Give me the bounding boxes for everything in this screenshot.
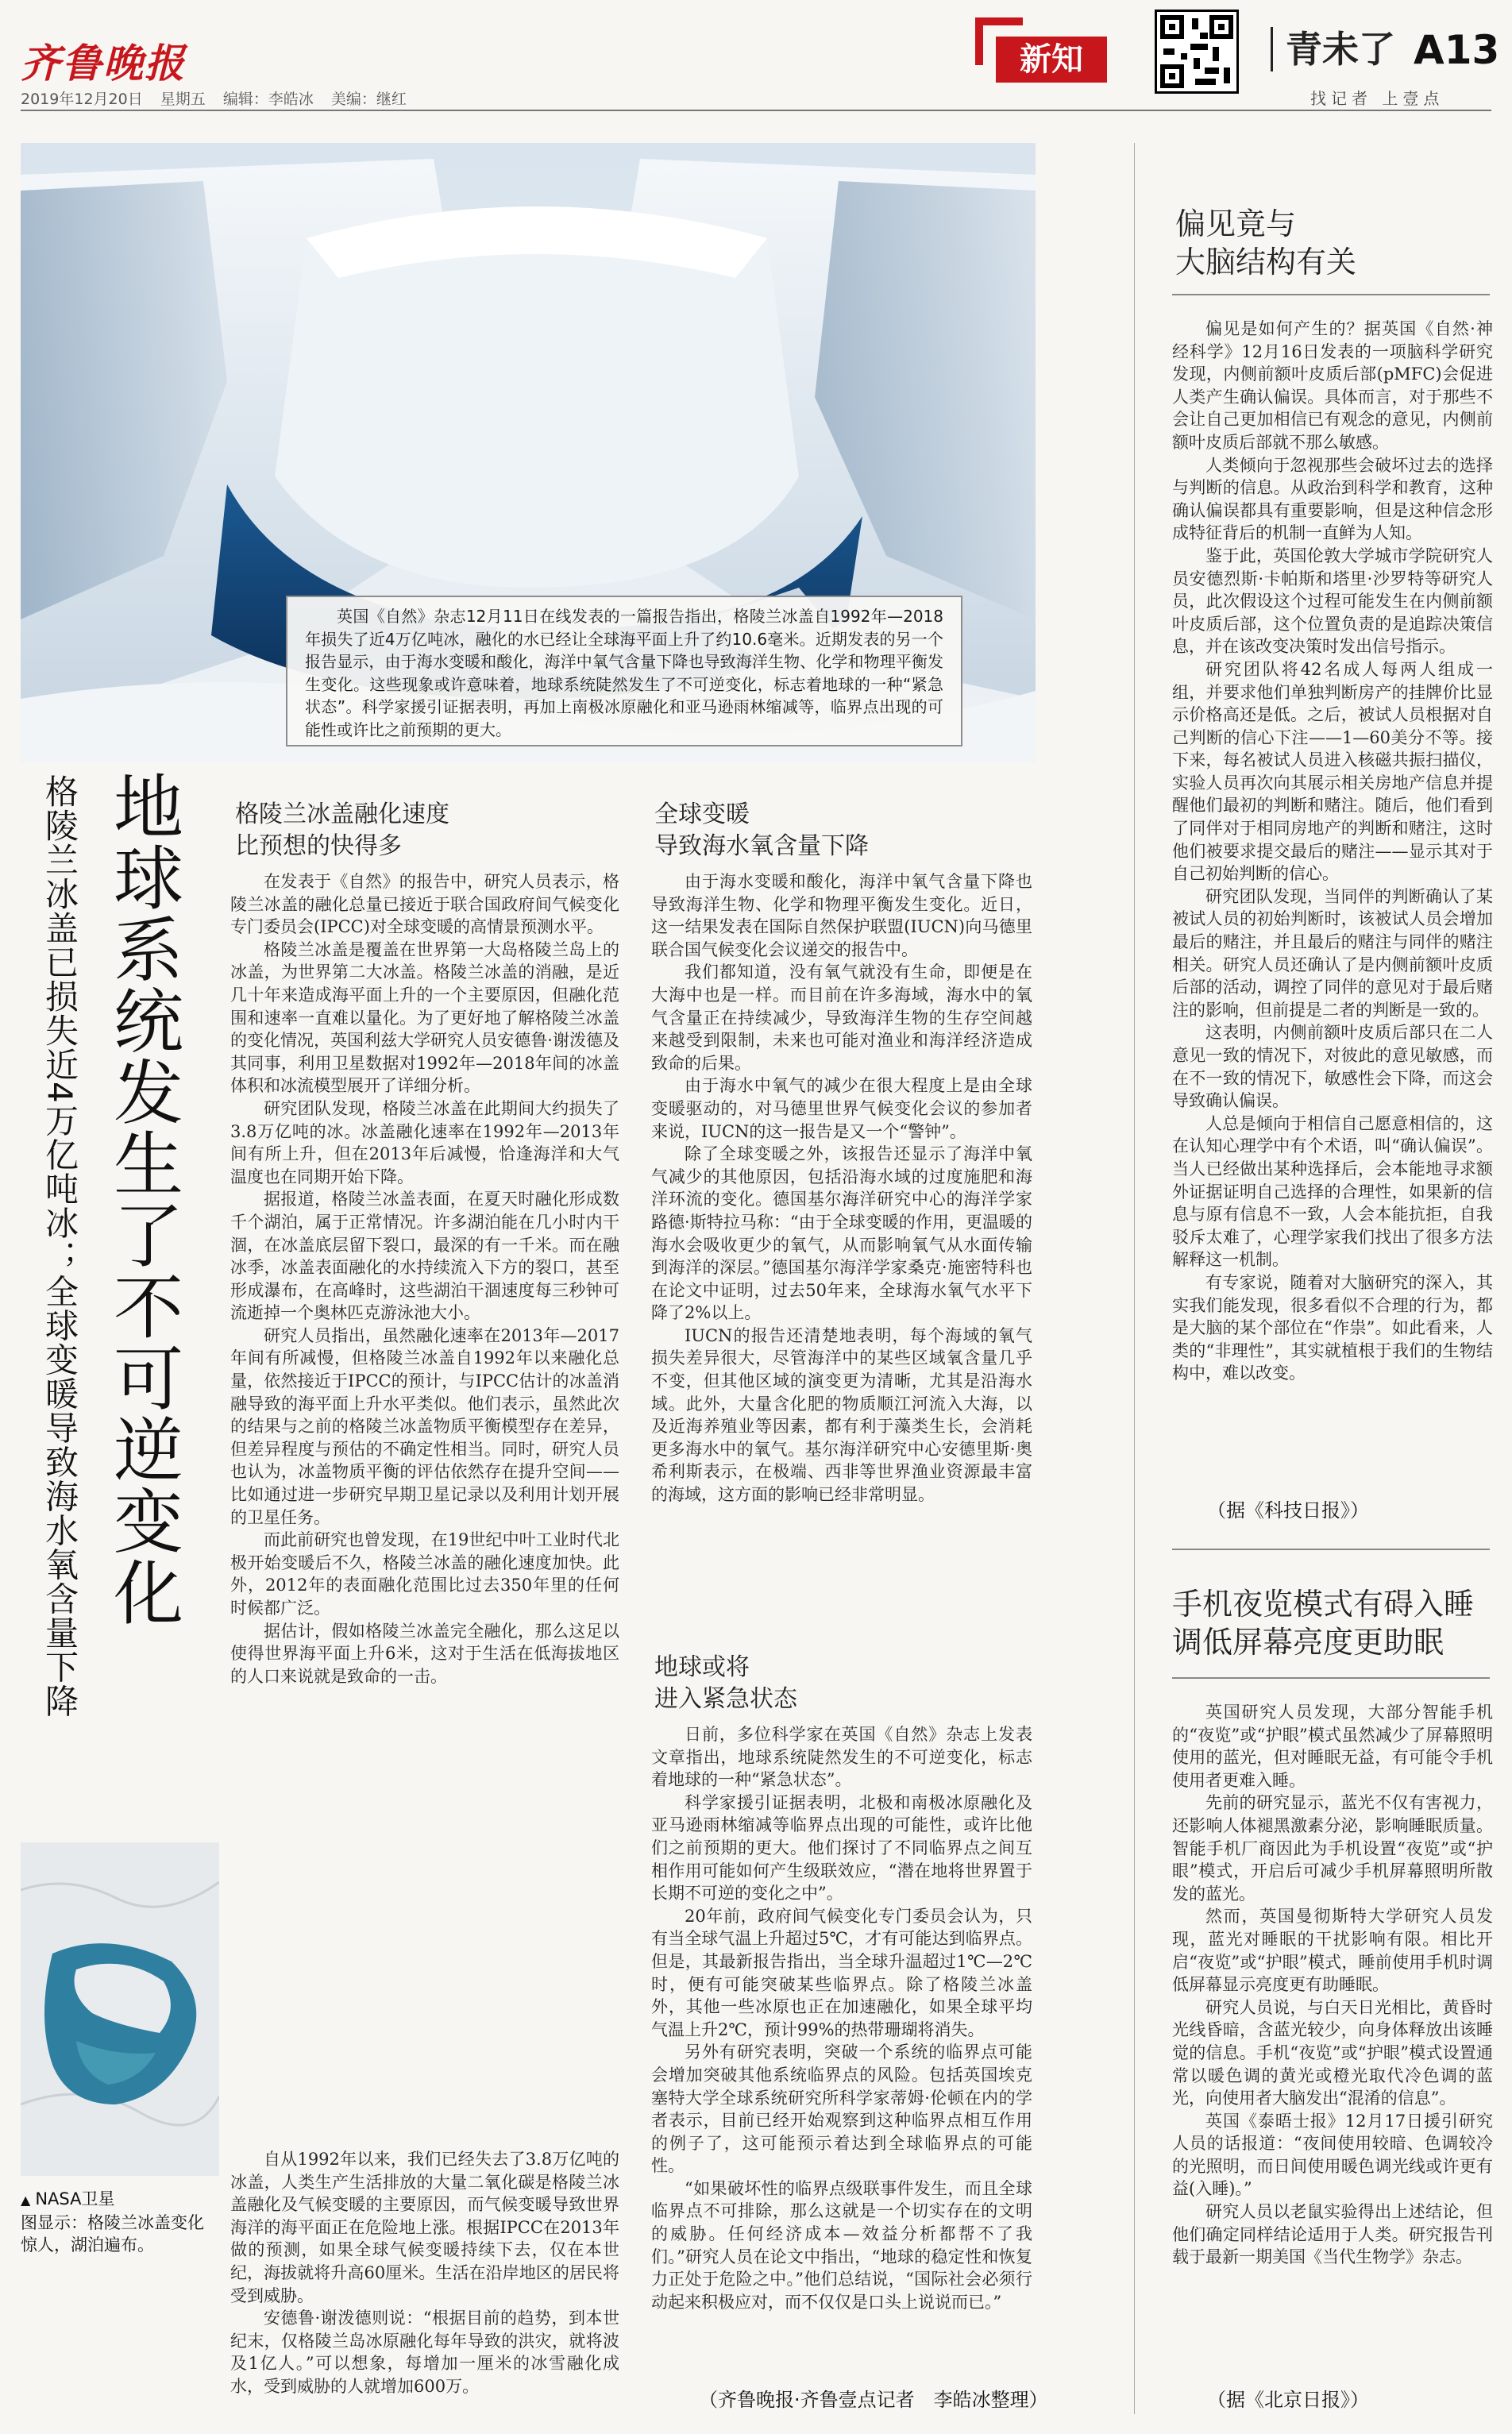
tipping-heading-line1: 地球或将	[654, 1653, 750, 1681]
article-paragraph: 然而，英国曼彻斯特大学研究人员发现，蓝光对睡眠的干扰影响有限。相比开启“夜览”或“护眼”模式，睡前使用手机时调低屏幕显示亮度更有助睡眠。	[1172, 1907, 1493, 1995]
article-paragraph: 人类倾向于忽视那些会破坏过去的选择与判断的信息。从政治到科学和教育，这种确认偏误都具有重要影响，但是这种信念形成特征背后的机制一直鲜为人知。	[1172, 455, 1493, 543]
article-paragraph: 20年前，政府间气候变化专门委员会认为，只有当全球气温上升超过5℃，才有可能达到临界点。但是，其最新报告指出，当全球升温超过1℃—2℃时，便有可能突破某些临界点。除了格陵兰冰盖外，其他一些冰原也正在加速融化，如果全球平均气温上升2℃，预计99%的热带珊瑚将消失。	[651, 1906, 1032, 2039]
article-paragraph: 人总是倾向于相信自己愿意相信的，这在认知心理学中有个术语，叫“确认偏误”。当人已经做出某种选择后，会本能地寻求额外证据证明自己选择的合理性，如果新的信息与原有信息不一致，人会本能抗拒，自我驳斥太难了，心理学家我们找出了很多方法解释这一机制。	[1172, 1113, 1493, 1270]
article-paragraph: 由于海水变暖和酸化，海洋中氧气含量下降也导致海洋生物、化学和物理平衡发生变化。近日，这一结果发表在国际自然保护联盟(IUCN)向马德里联合国气候变化会议递交的报告中。	[651, 872, 1032, 959]
ocean-article	[651, 870, 1032, 1664]
bias-heading	[1175, 205, 1356, 281]
bias-heading-rule	[1172, 294, 1490, 295]
ocean-heading-line2: 导致海水氧含量下降	[654, 832, 869, 860]
satellite-caption	[21, 2188, 219, 2256]
article-paragraph: 研究人员指出，虽然融化速率在2013年—2017年间有所减慢，但格陵兰冰盖自1992年以来融化总量，依然接近于IPCC的预计，与IPCC估计的冰盖消融导致的海平面上升水平类似。他们表示，虽然此次的结果与之前的格陵兰冰盖物质平衡模型存在差异，但差异程度与预估的不确定性相当。同时，研究人员也认为，冰盖物质平衡的评估依然存在提升空间——比如通过进一步研究早期卫星记录以及利用计划开展的卫星任务。	[230, 1325, 619, 1527]
article-paragraph: 研究人员说，与白天日光相比，黄昏时光线昏暗，含蓝光较少，向身体释放出该睡觉的信息。手机“夜览”或“护眼”模式设置通常以暖色调的黄光或橙光取代冷色调的蓝光，向使用者大脑发出“混淆的信息”。	[1172, 1997, 1493, 2108]
tipping-heading	[654, 1652, 1028, 1715]
qr-finder-bl	[1160, 64, 1184, 88]
greenland-article	[230, 870, 619, 1831]
qr-code-icon[interactable]	[1155, 10, 1239, 94]
greenland-heading-line2: 比预想的快得多	[235, 832, 402, 860]
satellite-lake-illustration	[21, 1842, 219, 2176]
article-paragraph: 安德鲁·谢泼德则说：“根据目前的趋势，到本世纪末，仅格陵兰岛冰原融化每年导致的洪灾，就将波及1亿人。”可以想象，每增加一厘米的冰雪融化成水，受到威胁的人就增加600万。	[230, 2309, 619, 2396]
greenland-heading	[235, 799, 608, 862]
article-paragraph: 格陵兰冰盖是覆盖在世界第一大岛格陵兰岛上的冰盖，为世界第二大冰盖。格陵兰冰盖的消融，是近几十年来造成海平面上升的一个主要原因，但融化范围和速率一直难以量化。为了更好地了解格陵兰冰盖的变化情况，英国利兹大学研究人员安德鲁·谢泼德及其同事，利用卫星数据对1992年—2018年间的冰盖体积和冰流模型展开了详细分析。	[230, 939, 619, 1096]
article-paragraph: 偏见是如何产生的？据英国《自然·神经科学》12月16日发表的一项脑科学研究发现，内侧前额叶皮质后部(pMFC)会促进人类产生确认偏误。具体而言，对于那些不会让自己更加相信已有观念的意见，内侧前额叶皮质后部就不那么敏感。	[1172, 319, 1493, 452]
article-paragraph: 鉴于此，英国伦敦大学城市学院研究人员安德烈斯·卡帕斯和塔里·沙罗特等研究人员，此次假设这个过程可能发生在内侧前额叶皮质后部，这个位置负责的是追踪决策信息，并在该改变决策时发出信号指示。	[1172, 546, 1493, 657]
designer-credit: 美编：继红	[330, 91, 407, 108]
article-paragraph: “如果破坏性的临界点级联事件发生，而且全球临界点不可排除，那么这就是一个切实存在的文明的威胁。任何经济成本—效益分析都帮不了我们。”研究人员在论文中指出，“地球的稳定性和恢复力正处于危险之中。”他们总结说，“国际社会必须行动起来积极应对，而不仅仅是口头上说说而已。”	[651, 2178, 1032, 2312]
article-paragraph: 研究团队发现，当同伴的判断确认了某被试人员的初始判断时，该被试人员会增加最后的赌注，并且最后的赌注与同伴的赌注相关。研究人员还确认了是内侧前额叶皮质后部的活动，调控了同伴的意见对于最后赌注的影响，但前提是二者的判断是一致的。	[1172, 886, 1493, 1020]
article-paragraph: 而此前研究也曾发现，在19世纪中叶工业时代北极开始变暖后不久，格陵兰冰盖的融化速度加快。此外，2012年的表面融化范围比过去350年里的任何时候都广泛。	[230, 1530, 619, 1618]
article-paragraph: 日前，多位科学家在英国《自然》杂志上发表文章指出，地球系统陡然发生的不可逆变化，标志着地球的一种“紧急状态”。	[651, 1725, 1032, 1790]
section-name: 青未了	[1271, 27, 1395, 71]
article-paragraph: 研究人员以老鼠实验得出上述结论，但他们确定同样结论适用于人类。研究报告刊载于最新一期美国《当代生物学》杂志。	[1172, 2202, 1493, 2267]
page-number: A13	[1414, 27, 1500, 73]
column-badge	[975, 17, 1112, 86]
masthead	[0, 0, 1512, 111]
article-paragraph: 英国《泰晤士报》12月17日援引研究人员的话报道：“夜间使用较暗、色调较冷的光照明，而日间使用暖色调光线或许更有益(入睡)。”	[1172, 2111, 1493, 2199]
phone-heading-line2: 调低屏幕亮度更助眠	[1172, 1625, 1444, 1660]
ocean-heading	[654, 799, 1028, 862]
satellite-photo	[21, 1842, 219, 2176]
main-article-credit: （齐鲁晚报·齐鲁壹点记者 李皓冰整理）	[699, 2389, 1048, 2411]
article-paragraph: IUCN的报告还清楚地表明，每个海域的氧气损失差异很大，尽管海洋中的某些区域氧含量几乎不变，但其他区域的演变更为清晰，尤其是沿海水域。此外，大量含化肥的物质顺江河流入大海，以及近海养殖业等因素，都有利于藻类生长，会消耗更多海水中的氧气。基尔海洋研究中心安德里斯·奥希利斯表示，在极端、西非等世界渔业资源最丰富的海域，这方面的影响已经非常明显。	[651, 1325, 1032, 1505]
article-paragraph: 据估计，假如格陵兰冰盖完全融化，那么这足以使得世界海平面上升6米，这对于生活在低海拔地区的人口来说就是致命的一击。	[230, 1621, 619, 1686]
satellite-caption-text: 图显示：格陵兰冰盖变化惊人，湖泊遍布。	[21, 2213, 204, 2255]
qr-finder-tl	[1160, 15, 1184, 39]
photo-caption: 英国《自然》杂志12月11日在线发表的一篇报告指出，格陵兰冰盖自1992年—2018年损失了近4万亿吨冰，融化的水已经让全球海平面上升了约10.6毫米。近期发表的另一个报告显示，由于海水变暖和酸化，海洋中氧气含量下降也导致海洋生物、化学和物理平衡发生变化。这些现象或许意味着，地球系统陡然发生了不可逆变化，标志着地球的一种“紧急状态”。科学家援引证据表明，再加上南极冰原融化和亚马逊雨林缩减等，临界点出现的可能性或许比之前预期的更大。	[286, 596, 962, 746]
article-paragraph: 除了全球变暖之外，该报告还显示了海洋中氧气减少的其他原因，包括沿海水域的过度施肥和海洋环流的变化。德国基尔海洋研究中心的海洋学家路德·斯特拉马称：“由于全球变暖的作用，更温暖的海水会吸收更少的氧气，从而影响氧气从水面传输到海洋的深层。”德国基尔海洋学家桑克·施密特科也在论文中证明，过去50年来，全球海水氧气水平下降了2%以上。	[651, 1144, 1032, 1323]
bias-article-credit: （据《科技日报》）	[1207, 1499, 1369, 1522]
article-paragraph: 研究团队发现，格陵兰冰盖在此期间大约损失了3.8万亿吨的冰。冰盖融化速率在1992年—2013年间有所上升，但在2013年后减慢，恰逢海洋和大气温度也在同期开始下降。	[230, 1098, 619, 1186]
satellite-caption-source: NASA卫星	[35, 2189, 115, 2208]
column-badge-label: 新知	[996, 37, 1107, 83]
article-paragraph: 另外有研究表明，突破一个系统的临界点可能会增加突破其他系统临界点的风险。包括英国埃克塞特大学全球系统研究所科学家蒂姆·伦顿在内的学者表示，目前已经开始观察到这种临界点相互作用的例子了，这可能预示着达到全球临界点的可能性。	[651, 2042, 1032, 2176]
subheadline: 格陵兰冰盖已损失近4万亿吨冰；全球变暖导致海水氧含量下降	[40, 774, 79, 1718]
greenland-heading-line1: 格陵兰冰盖融化速度	[235, 800, 449, 828]
ocean-heading-line1: 全球变暖	[654, 800, 750, 828]
tipping-article	[651, 1723, 1032, 2374]
bias-heading-line1: 偏见竟与	[1175, 206, 1297, 241]
issue-date: 2019年12月20日	[21, 91, 143, 108]
headline: 地球系统发生了不可逆变化	[102, 770, 184, 1628]
greenland-article-continued	[230, 2148, 619, 2418]
editor-credit: 编辑：李皓冰	[222, 91, 314, 108]
phone-article-credit: （据《北京日报》）	[1207, 2389, 1369, 2411]
article-paragraph: 由于海水中氧气的减少在很大程度上是由全球变暖驱动的，对马德里世界气候变化会议的参加者来说，IUCN的这一报告是又一个“警钟”。	[651, 1076, 1032, 1141]
sidebar-divider	[1134, 143, 1135, 2414]
phone-article	[1172, 1701, 1493, 2376]
article-paragraph: 在发表于《自然》的报告中，研究人员表示，格陵兰冰盖的融化总量已接近于联合国政府间气候变化专门委员会(IPCC)对全球变暖的高情景预测水平。	[230, 872, 619, 937]
newspaper-logo: 齐鲁晚报	[21, 40, 186, 87]
article-paragraph: 有专家说，随着对大脑研究的深入，其实我们能发现，很多看似不合理的行为，都是大脑的某个部位在“作祟”。如此看来，人类的“非理性”，其实就植根于我们的生物结构中，难以改变。	[1172, 1272, 1493, 1383]
article-paragraph: 英国研究人员发现，大部分智能手机的“夜览”或“护眼”模式虽然减少了屏幕照明使用的蓝光，但对睡眠无益，有可能令手机使用者更难入睡。	[1172, 1703, 1493, 1790]
bias-heading-line2: 大脑结构有关	[1175, 245, 1357, 280]
qr-finder-tr	[1209, 15, 1233, 39]
article-paragraph: 研究团队将42名成人每两人组成一组，并要求他们单独判断房产的挂牌价比显示价格高还是低。之后，被试人员根据对自己判断的信心下注——1—60美分不等。接下来，每名被试人员进入核磁共振扫描仪，实验人员再次向其展示相关房地产信息并提醒他们最初的判断和赌注。随后，他们看到了同伴对于相同房地产的判断和赌注，这时他们被要求提交最后的赌注——显示其对于自己初始判断的信心。	[1172, 659, 1493, 884]
masthead-divider	[21, 110, 1491, 111]
article-paragraph: 据报道，格陵兰冰盖表面，在夏天时融化形成数千个湖泊，属于正常情况。许多湖泊能在几小时内干涸，在冰盖底层留下裂口，最深的有一千米。而在融冰季，冰盖表面融化的水持续流入下方的裂口，甚至形成瀑布，在高峰时，这些湖泊干涸速度每三秒钟可流逝掉一个奥林匹克游泳池大小。	[230, 1190, 619, 1323]
article-paragraph: 先前的研究显示，蓝光不仅有害视力，还影响人体褪黑激素分泌，影响睡眠质量。智能手机厂商因此为手机设置“夜览”或“护眼”模式，开启后可减少手机屏幕照明所散发的蓝光。	[1172, 1793, 1493, 1904]
article-paragraph: 科学家援引证据表明，北极和南极冰原融化及亚马逊雨林缩减等临界点出现的可能性，或许比他们之前预期的更大。他们探讨了不同临界点之间互相作用可能如何产生级联效应，“潜在地将世界置于长期不可逆的变化之中”。	[651, 1792, 1032, 1904]
phone-heading-rule	[1172, 1677, 1490, 1679]
article-paragraph: 自从1992年以来，我们已经失去了3.8万亿吨的冰盖，人类生产生活排放的大量二氧化碳是格陵兰冰盖融化及气候变暖的主要原因，而气候变暖导致世界海洋的海平面正在危险地上涨。根据IPCC在2013年做的预测，如果全球气候变暖持续下去，仅在本世纪，海拔就将升高60厘米。生活在沿岸地区的居民将受到威胁。	[230, 2150, 619, 2305]
reporter-slogan: 找记者 上壹点	[1310, 89, 1444, 108]
bias-article	[1172, 318, 1493, 1493]
article-paragraph: 我们都知道，没有氧气就没有生命，即便是在大海中也是一样。而目前在许多海域，海水中的氧气含量正在持续减少，导致海洋生物的生存空间越来越受到限制，未来也可能对渔业和海洋经济造成致命的后果。	[651, 962, 1032, 1073]
issue-weekday: 星期五	[160, 91, 206, 108]
triangle-up-icon: ▲	[21, 2193, 31, 2208]
sidebar-section-rule	[1172, 1549, 1490, 1550]
phone-heading-line1: 手机夜览模式有碍入睡	[1172, 1587, 1475, 1622]
phone-heading	[1172, 1585, 1474, 1661]
dateline	[21, 87, 419, 109]
tipping-heading-line2: 进入紧急状态	[654, 1685, 797, 1713]
article-paragraph: 这表明，内侧前额叶皮质后部只在二人意见一致的情况下，对彼此的意见敏感，而在不一致的情况下，敏感性会下降，而这会导致确认偏误。	[1172, 1023, 1493, 1111]
